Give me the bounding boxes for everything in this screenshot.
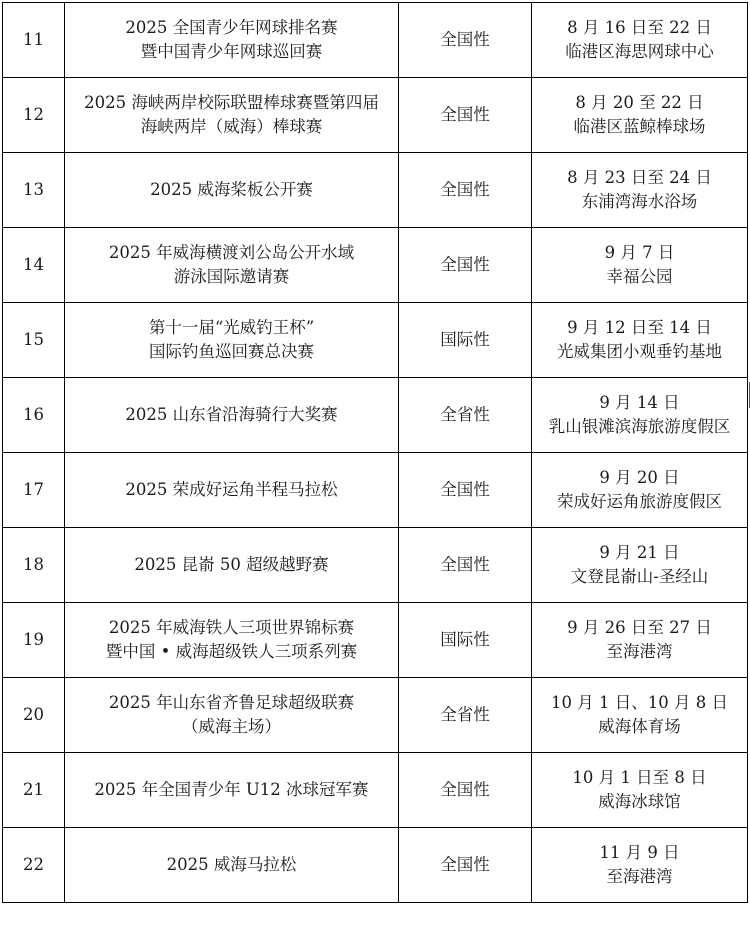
event-name	[65, 828, 399, 903]
event-date-venue	[532, 378, 748, 453]
event-date-venue	[532, 678, 748, 753]
event-name-line: 暨中国 • 威海超级铁人三项系列赛	[105, 642, 358, 661]
event-name-line: （威海主场）	[182, 717, 281, 736]
event-name-line: 国际钓鱼巡回赛总决赛	[149, 342, 314, 361]
event-date-venue	[532, 303, 748, 378]
table-row	[3, 3, 748, 78]
row-number: 21	[3, 753, 65, 828]
table-row	[3, 453, 748, 528]
event-scope: 全国性	[399, 228, 532, 303]
event-scope: 全国性	[399, 3, 532, 78]
event-name-line: 海峡两岸（威海）棒球赛	[140, 117, 323, 136]
event-venue: 荣成好运角旅游度假区	[557, 492, 722, 511]
event-venue: 幸福公园	[606, 267, 673, 286]
event-scope: 国际性	[399, 603, 532, 678]
event-name-line: 第十一届“光威钓王杯”	[148, 318, 315, 337]
event-date: 10 月 1 日、10 月 8 日	[551, 693, 728, 712]
event-name-line: 2025 年威海铁人三项世界锦标赛	[108, 618, 355, 637]
event-name-line: 2025 年山东省齐鲁足球超级联赛	[108, 693, 355, 712]
event-name-line: 2025 年全国青少年 U12 冰球冠军赛	[94, 780, 369, 799]
event-scope: 全国性	[399, 153, 532, 228]
event-name	[65, 153, 399, 228]
event-date: 10 月 1 日至 8 日	[572, 768, 707, 787]
event-name-line: 2025 威海马拉松	[166, 855, 297, 874]
event-date-venue	[532, 828, 748, 903]
event-name	[65, 228, 399, 303]
event-date: 8 月 20 至 22 日	[575, 93, 704, 112]
event-venue: 至海港湾	[606, 642, 673, 661]
event-date: 9 月 26 日至 27 日	[567, 618, 712, 637]
event-name	[65, 678, 399, 753]
event-name	[65, 603, 399, 678]
event-date-venue	[532, 753, 748, 828]
event-date-venue	[532, 3, 748, 78]
event-venue: 至海港湾	[606, 867, 673, 886]
event-name	[65, 378, 399, 453]
event-scope: 国际性	[399, 303, 532, 378]
event-name-line: 暨中国青少年网球巡回赛	[140, 42, 323, 61]
event-scope: 全国性	[399, 753, 532, 828]
event-name-line: 2025 威海桨板公开赛	[150, 180, 313, 199]
table-row	[3, 828, 748, 903]
event-name	[65, 78, 399, 153]
event-date: 9 月 20 日	[599, 468, 680, 487]
event-date: 9 月 12 日至 14 日	[567, 318, 712, 337]
event-name-line: 2025 山东省沿海骑行大奖赛	[125, 405, 338, 424]
table-row	[3, 678, 748, 753]
event-name-line: 游泳国际邀请赛	[173, 267, 290, 286]
event-name-line: 2025 荣成好运角半程马拉松	[125, 480, 338, 499]
event-name	[65, 528, 399, 603]
event-name-line: 2025 昆嵛 50 超级越野赛	[134, 555, 329, 574]
table-row	[3, 78, 748, 153]
row-number: 18	[3, 528, 65, 603]
event-name	[65, 753, 399, 828]
event-scope: 全国性	[399, 828, 532, 903]
event-venue: 威海体育场	[598, 717, 681, 736]
row-number: 17	[3, 453, 65, 528]
event-date-venue	[532, 78, 748, 153]
row-number: 20	[3, 678, 65, 753]
event-scope: 全国性	[399, 78, 532, 153]
table-row	[3, 303, 748, 378]
table-row	[3, 228, 748, 303]
event-name-line: 2025 全国青少年网球排名赛	[125, 18, 338, 37]
row-number: 14	[3, 228, 65, 303]
event-scope: 全省性	[399, 378, 532, 453]
event-venue: 文登昆嵛山-圣经山	[570, 567, 709, 586]
row-number: 13	[3, 153, 65, 228]
event-name	[65, 453, 399, 528]
event-date-venue	[532, 603, 748, 678]
event-date: 11 月 9 日	[599, 843, 680, 862]
event-date-venue	[532, 453, 748, 528]
table-row	[3, 378, 748, 453]
row-number: 16	[3, 378, 65, 453]
row-number: 19	[3, 603, 65, 678]
event-date: 9 月 14 日	[599, 393, 680, 412]
event-venue: 光威集团小观垂钓基地	[557, 342, 722, 361]
event-venue: 临港区海思网球中心	[565, 42, 714, 61]
events-table	[2, 2, 748, 903]
event-date: 8 月 23 日至 24 日	[567, 168, 712, 187]
row-number: 11	[3, 3, 65, 78]
event-scope: 全省性	[399, 678, 532, 753]
table-row	[3, 603, 748, 678]
event-date-venue	[532, 228, 748, 303]
event-venue: 乳山银滩滨海旅游度假区	[548, 417, 731, 436]
event-scope: 全国性	[399, 528, 532, 603]
event-name	[65, 3, 399, 78]
table-row	[3, 753, 748, 828]
event-date-venue	[532, 528, 748, 603]
events-table-body	[3, 3, 748, 903]
event-date-venue	[532, 153, 748, 228]
event-name	[65, 303, 399, 378]
event-venue: 威海冰球馆	[598, 792, 681, 811]
event-venue: 临港区蓝鲸棒球场	[573, 117, 706, 136]
row-number: 12	[3, 78, 65, 153]
table-row	[3, 528, 748, 603]
event-name-line: 2025 年威海横渡刘公岛公开水域	[108, 243, 355, 262]
event-date: 9 月 7 日	[604, 243, 675, 262]
row-number: 15	[3, 303, 65, 378]
table-row	[3, 153, 748, 228]
event-venue: 东浦湾海水浴场	[581, 192, 698, 211]
event-date: 9 月 21 日	[599, 543, 680, 562]
event-name-line: 2025 海峡两岸校际联盟棒球赛暨第四届	[84, 93, 379, 112]
row-number: 22	[3, 828, 65, 903]
event-date: 8 月 16 日至 22 日	[567, 18, 712, 37]
event-scope: 全国性	[399, 453, 532, 528]
